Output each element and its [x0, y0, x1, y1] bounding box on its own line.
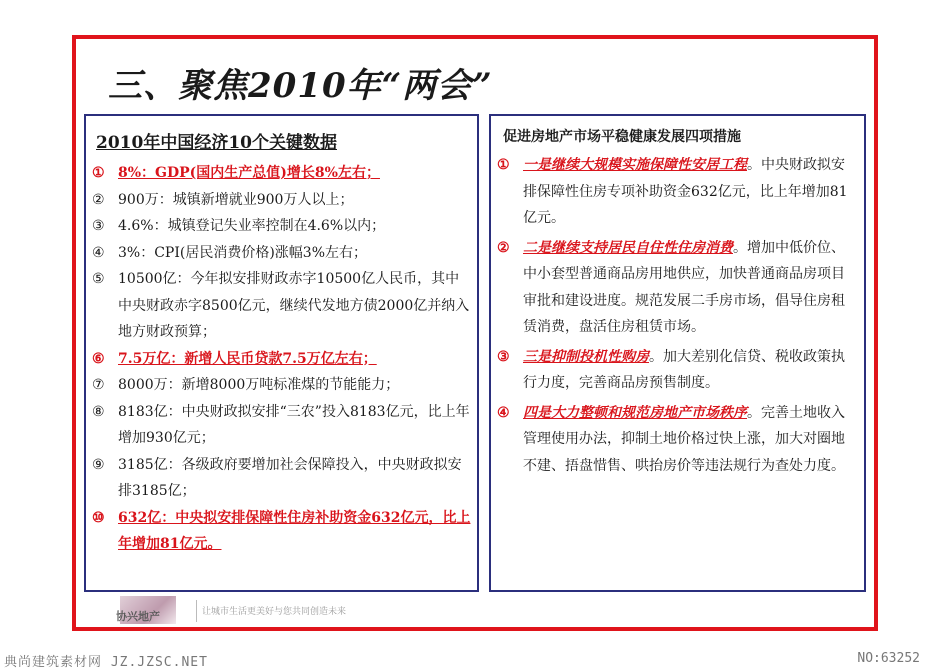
item-text: 3%：CPI(居民消费价格)涨幅3%左右；: [118, 244, 368, 261]
item-number: ③: [92, 218, 105, 234]
measure-item: [497, 152, 858, 232]
item-number: ⑤: [92, 271, 105, 287]
item-number: ⑥: [92, 350, 105, 367]
item-number: ⑨: [92, 456, 105, 473]
key-data-item: [92, 266, 471, 346]
key-data-item: [92, 372, 471, 399]
footer-strip: [0, 650, 950, 671]
key-data-item: [92, 452, 471, 505]
key-data-list: [92, 160, 471, 558]
key-data-heading: 2010年中国经济10个关键数据: [96, 133, 337, 153]
measure-text: 。中央财政拟安排保障性住房专项补助资金632亿元，比上年增加81亿元。: [523, 157, 848, 226]
item-number: ②: [92, 191, 105, 208]
key-data-panel: [84, 114, 479, 592]
measures-list: [497, 152, 858, 479]
item-number: ④: [497, 404, 510, 421]
item-text: 4.6%：城镇登记失业率控制在4.6%以内；: [118, 218, 386, 234]
key-data-item: [92, 187, 471, 214]
item-number: ①: [497, 157, 510, 173]
logo-divider: [196, 600, 197, 622]
measure-text: 。加大差别化信贷、税收政策执行力度，完善商品房预售制度。: [523, 348, 845, 391]
item-text: 7.5万亿：新增人民币贷款7.5万亿左右；: [118, 350, 377, 367]
item-text: 10500亿：今年拟安排财政赤字10500亿人民币，其中中央财政赤字8500亿元，继续代发地方债2000亿并纳入地方财政预算；: [118, 271, 470, 340]
measure-lead: 三是抑制投机性购房: [523, 348, 649, 365]
measure-lead: 四是大力整顿和规范房地产市场秩序: [523, 404, 747, 421]
item-number: ⑧: [92, 403, 105, 420]
item-number: ②: [497, 239, 510, 256]
key-data-item: [92, 399, 471, 452]
item-number: ⑩: [92, 509, 105, 526]
measure-item: [497, 235, 858, 341]
item-text: 8000万：新增8000万吨标准煤的节能能力；: [118, 377, 400, 393]
watermark-site: 典尚建筑素材网 JZ.JZSC.NET: [4, 655, 208, 670]
item-number: ④: [92, 244, 105, 261]
slide-title: 三、聚焦2010年“两会”: [108, 66, 493, 106]
measure-item: [497, 344, 858, 397]
logo-slogan: 让城市生活更美好与您共同创造未来: [202, 607, 347, 617]
item-text: 8183亿：中央财政拟安排“三农”投入8183亿元，比上年增加930亿元；: [118, 403, 470, 446]
measures-panel: [489, 114, 866, 592]
item-text: 632亿：中央拟安排保障性住房补助资金632亿元，比上年增加81亿元。: [118, 509, 471, 552]
item-number: ③: [497, 348, 510, 365]
measures-heading: 促进房地产市场平稳健康发展四项措施: [503, 129, 741, 145]
measure-item: [497, 400, 858, 480]
item-text: 900万：城镇新增就业900万人以上；: [118, 191, 354, 208]
item-number: ①: [92, 165, 105, 181]
key-data-item: [92, 160, 471, 187]
key-data-item: [92, 240, 471, 267]
company-logo: [112, 594, 402, 628]
measure-lead: 二是继续支持居民自住性住房消费: [523, 239, 733, 256]
key-data-item: [92, 213, 471, 240]
item-text: 3185亿：各级政府要增加社会保障投入，中央财政拟安排3185亿；: [118, 456, 462, 499]
key-data-item: [92, 346, 471, 373]
item-number: ⑦: [92, 377, 105, 393]
measure-text: 。增加中低价位、中小套型普通商品房用地供应，加快普通商品房项目审批和建设进度。规范发展二手房市场，倡导住房租赁消费，盘活住房租赁市场。: [523, 239, 845, 335]
watermark-number: NO:63252: [857, 651, 920, 666]
measure-lead: 一是继续大规模实施保障性安居工程: [523, 157, 747, 173]
measure-text: 。完善土地收入管理使用办法，抑制土地价格过快上涨，加大对圈地不建、捂盘惜售、哄抬房价等违法规行为查处力度。: [523, 404, 845, 474]
item-text: 8%：GDP(国内生产总值)增长8%左右；: [118, 165, 380, 181]
key-data-item: [92, 505, 471, 558]
logo-name: 协兴地产: [116, 610, 160, 623]
